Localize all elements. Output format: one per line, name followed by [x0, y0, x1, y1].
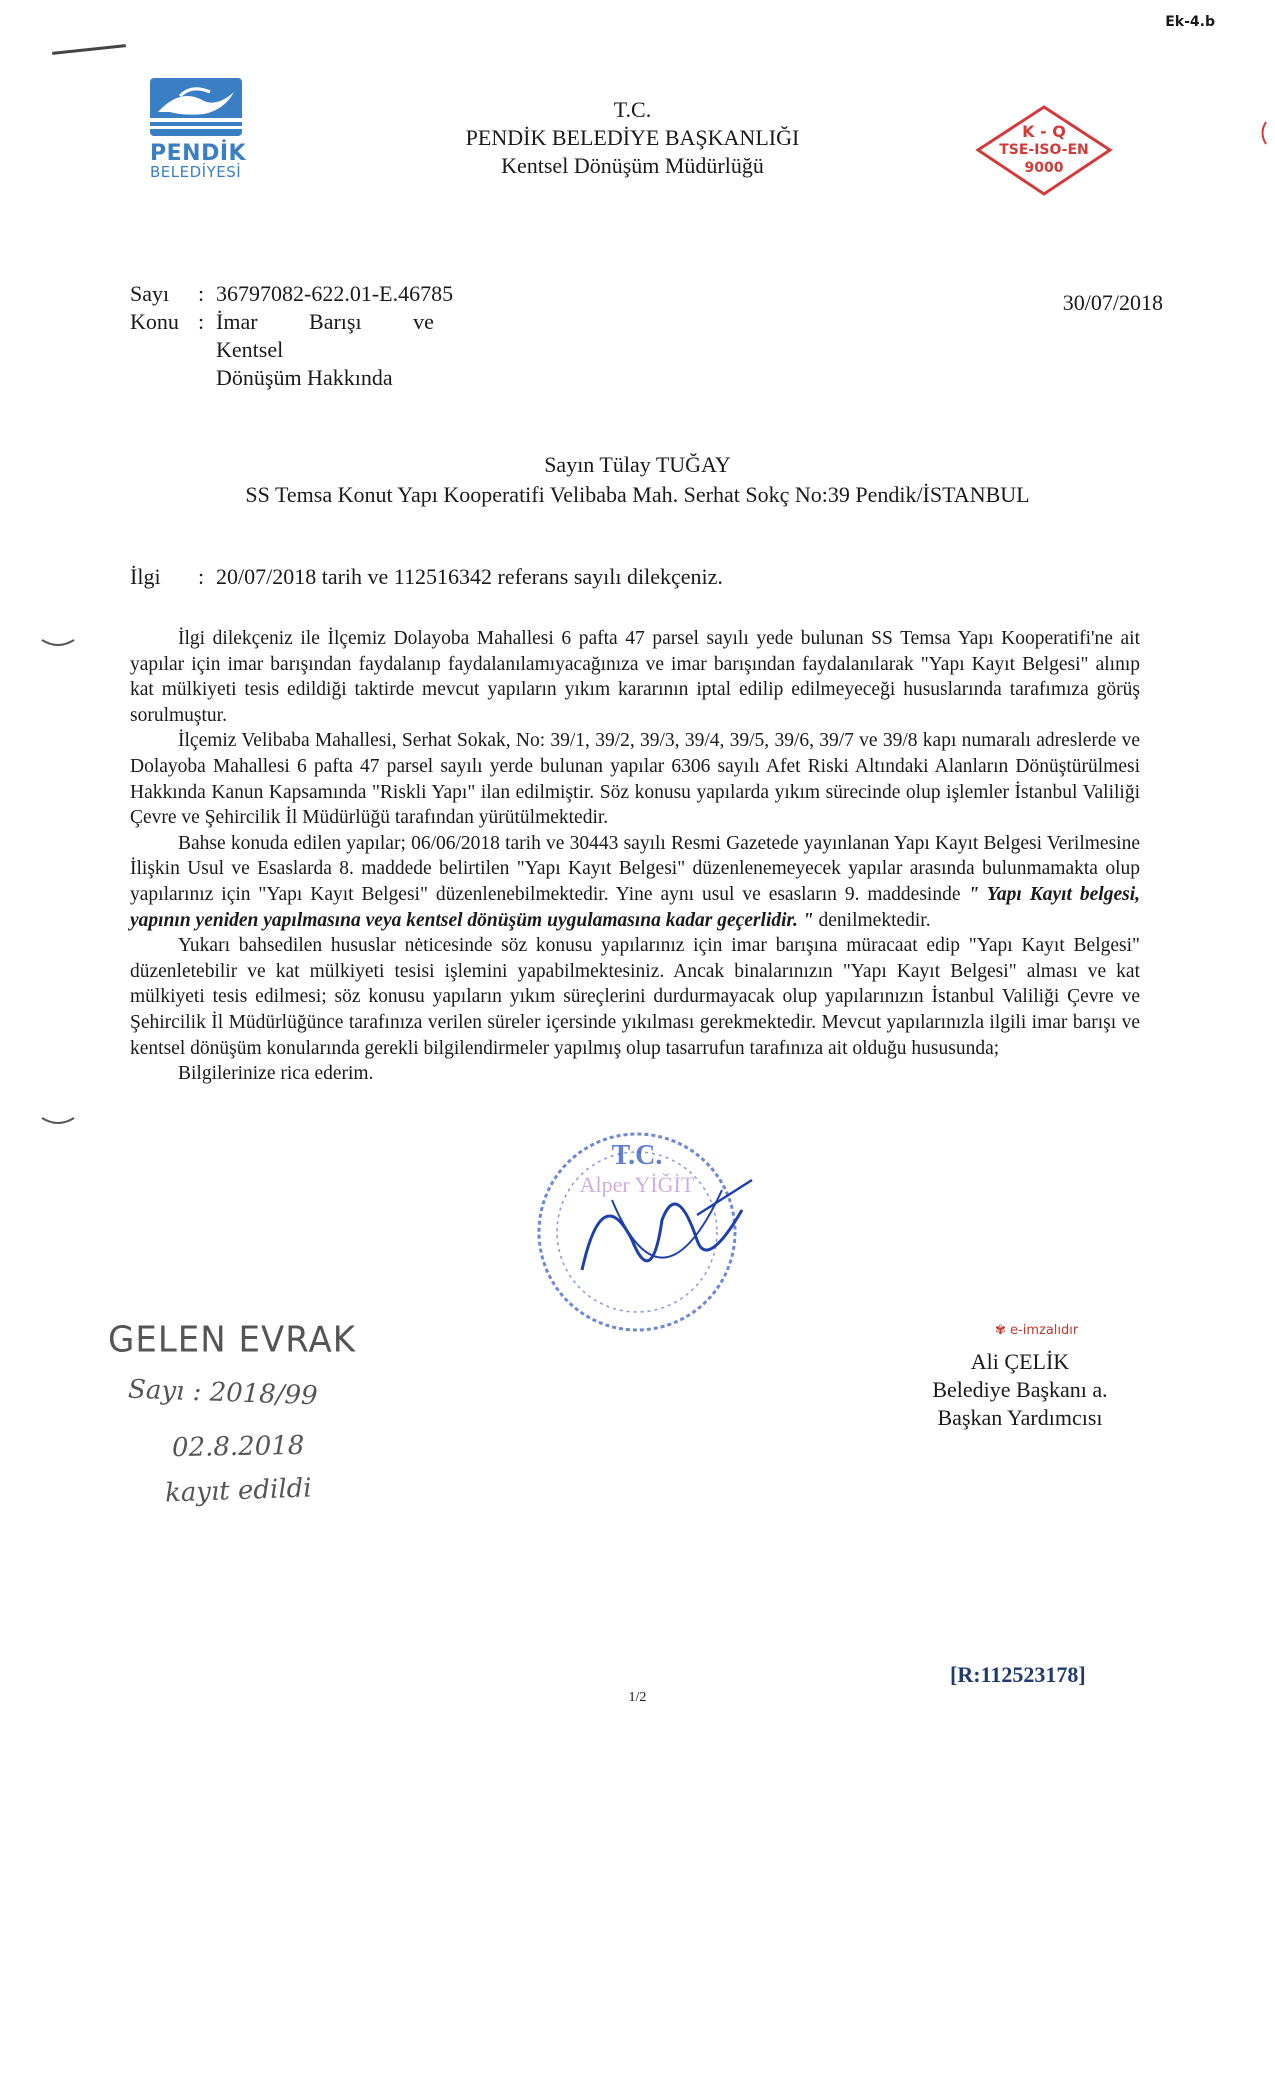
pen-stroke-mark: [52, 44, 126, 55]
hole-punch-mark-top: [40, 638, 76, 648]
ilgi-text: 20/07/2018 tarih ve 112516342 referans sayılı dilekçeniz.: [216, 564, 723, 589]
header-line-municipality: PENDİK BELEDİYE BAŞKANLIĞI: [465, 125, 800, 150]
body-paragraph-4: Yukarı bahsedilen hususlar nėticesinde söz konusu yapılarınız için imar barışına müracaat edip "Yapı Kayıt Belgesi" düzenletebilir ve kat mülkiyeti tesisi işlemini yapabilmektesiniz. Ancak binalarınızın "Yapı Kayıt Belgesi" alması ve kat mülkiyeti tesis edilmesi; söz konusu yapıların yıkım süreçlerini durdurmayacak olup yapılarınızın İstanbul Valiliği Çevre ve Şehircilik İl Müdürlüğünce tarafınıza verilen süreler içersinde yıkılması gerekmektedir. Mevcut yapılarınızla ilgili imar barışı ve kentsel dönüşüm konularında gerekli bilgilendirmeler yapılmış olup tasarrufun tarafınıza ait olduğu hususunda;: [130, 935, 1140, 1059]
incoming-document-stamp: GELEN EVRAK: [108, 1319, 357, 1361]
body-closing: Bilgilerinize rica ederim.: [178, 1063, 374, 1085]
body-paragraph-3-end: denilmektedir.: [813, 909, 931, 931]
e-signature-label: e-imzalıdır: [1010, 1323, 1079, 1338]
sayi-label: Sayı: [130, 281, 170, 306]
konu-value-line1: İmar Barışı ve Kentsel: [216, 309, 434, 362]
recipient-address: SS Temsa Konut Yapı Kooperatifi Velibaba Mah. Serhat Sokç No:39 Pendik/İSTANBUL: [245, 482, 1030, 507]
cert-line-kq: K - Q: [1022, 122, 1066, 141]
sayi-separator: :: [198, 281, 205, 306]
cert-line-standard: TSE-ISO-EN: [999, 142, 1089, 158]
logo-subtitle: BELEDİYESİ: [150, 163, 242, 181]
signer-title-1: Belediye Başkanı a.: [932, 1377, 1108, 1402]
ilgi-separator: :: [198, 564, 205, 589]
body-paragraph-3: [130, 831, 1140, 933]
header-line-tc: T.C.: [613, 97, 652, 122]
document-reference: [R:112523178]: [950, 1662, 1086, 1687]
signer-title-2: Başkan Yardımcısı: [937, 1405, 1103, 1430]
e-signature-icon: ✾: [995, 1323, 1006, 1338]
handwritten-number: Sayı : 2018/99: [127, 1374, 319, 1412]
signer-name: Ali ÇELİK: [970, 1349, 1070, 1374]
header-line-department: Kentsel Dönüşüm Müdürlüğü: [501, 153, 764, 178]
body-paragraph-1: İlgi dilekçeniz ile İlçemiz Dolayoba Mahallesi 6 pafta 47 parsel sayılı yede bulunan SS Temsa Yapı Kooperatifi'ne ait yapılar için imar barışından faydalanıp faydalanılamıyacağınıza ve imar barışından faydalanılarak "Yapı Kayıt Belgesi" alınıp kat mülkiyeti tesis edildiği taktirde mevcut yapıların yıkım kararının iptal edilip edilmeyeceği hususlarında tarafımıza görüş sorulmuştur.: [130, 628, 1140, 726]
stamp-name: Alper YİĞİT: [579, 1172, 695, 1197]
body-paragraph-2: İlçemiz Velibaba Mahallesi, Serhat Sokak, No: 39/1, 39/2, 39/3, 39/4, 39/5, 39/6, 39/7 ve 39/8 kapı numaralı adreslerde ve Dolayoba Mahallesi 6 pafta 47 parsel sayılı yerde bulunan yapılar 6306 sayılı Afet Riski Altındaki Alanların Dönüştürülmesi Hakkında Kanun Kapsamında "Riskli Yapı" ilan edilmiştir. Söz konusu yapılarda yıkım sürecinde olup işlemler İstanbul Valiliği Çevre ve Şehircilik İl Müdürlüğü tarafından yürütülmektedir.: [130, 730, 1140, 829]
quality-certification-mark: [975, 104, 1113, 197]
stamp-tc: T.C.: [611, 1140, 663, 1171]
sayi-value: 36797082-622.01-E.46785: [216, 281, 454, 306]
konu-separator: :: [198, 309, 205, 334]
letter-body: [130, 626, 1140, 1087]
handwritten-date: 02.8.2018: [171, 1430, 305, 1464]
hole-punch-mark-bottom: [40, 1116, 76, 1126]
official-stamp: [512, 1120, 792, 1350]
logo-wordmark: PENDİK: [150, 141, 247, 166]
signer-block: [880, 1348, 1160, 1432]
annex-label: Ek-4.b: [1165, 14, 1215, 30]
reference-line: [130, 564, 723, 590]
ilgi-label: İlgi: [130, 564, 161, 589]
letter-meta: [130, 280, 516, 392]
konu-label: Konu: [130, 309, 179, 334]
letter-date: 30/07/2018: [1062, 290, 1163, 315]
cert-line-number: 9000: [1024, 160, 1064, 176]
recipient-name: Sayın Tülay TUĞAY: [544, 452, 731, 477]
handwritten-registered-note: kayıt edildi: [164, 1473, 313, 1509]
page-number: 1/2: [628, 1690, 647, 1705]
e-signature-note: [995, 1323, 1078, 1338]
body-paragraph-3-text: Bahse konuda edilen yapılar; 06/06/2018 tarih ve 30443 sayılı Resmi Gazetede yayınlanan Yapı Kayıt Belgesi Verilmesine İlişkin Usul ve Esaslarda 8. maddede belirtilen "Yapı Kayıt Belgesi" düzenlenemeyecek yapılar arasında bulunmamakta olup yapılarınız için "Yapı Kayıt Belgesi" düzenlenebilmektedir. Yine aynı usul ve esasların 9. maddesinde: [130, 832, 1140, 905]
edge-mark: [1258, 120, 1268, 146]
recipient-block: [0, 450, 1275, 510]
body-paragraph-3-quote: " Yapı Kayıt belgesi, yapının yeniden yapılmasına veya kentsel dönüşüm uygulamasına kadar geçerlidir. ": [130, 883, 1140, 931]
konu-value-line2: Dönüşüm Hakkında: [216, 365, 393, 390]
